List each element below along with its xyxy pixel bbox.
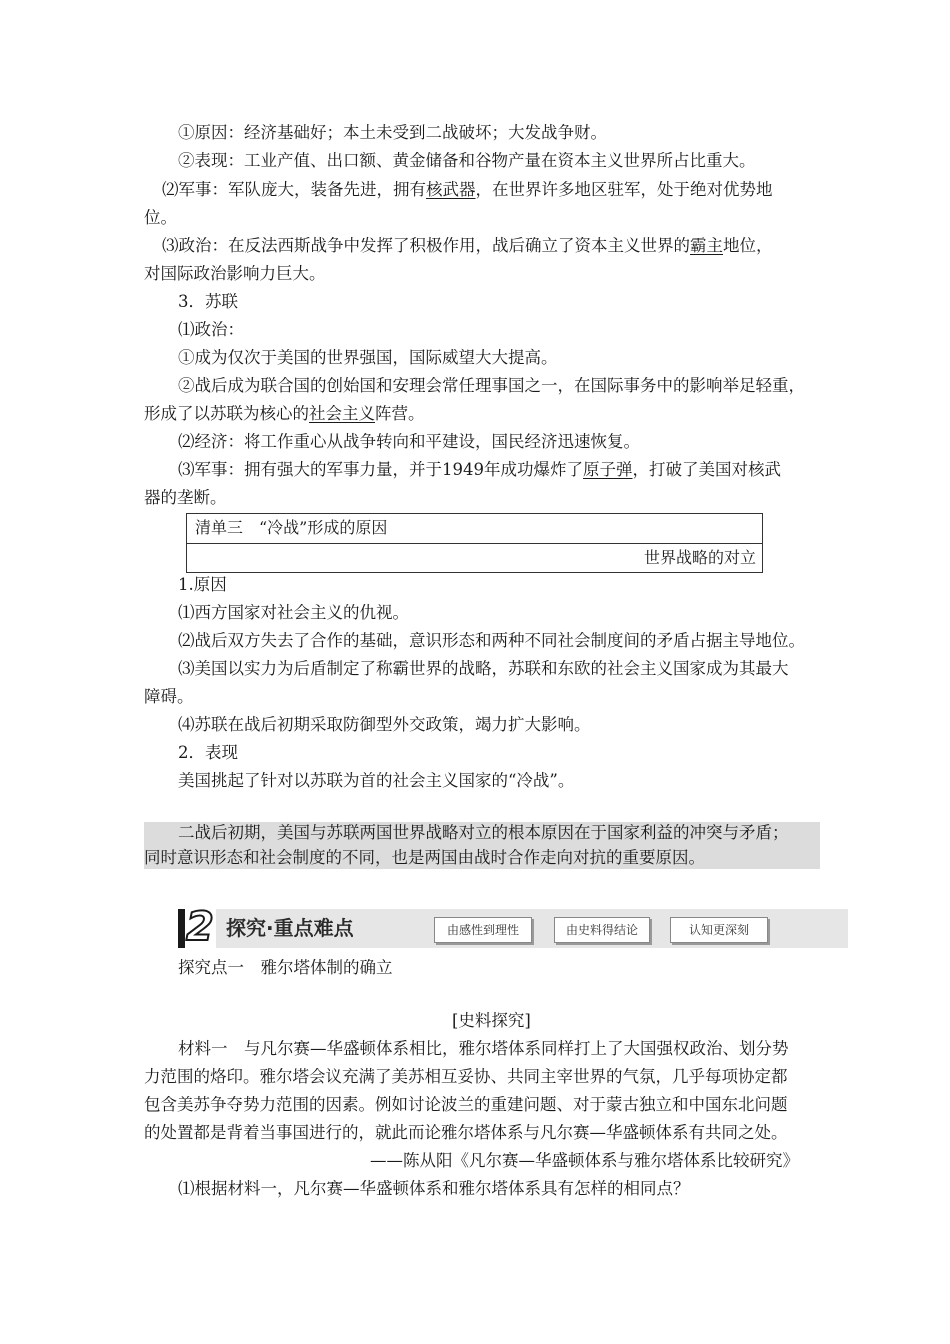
centered-label: [史料探究] xyxy=(452,1011,531,1030)
text-line: ②战后成为联合国的创始国和安理会常任理事国之一，在国际事务中的影响举足轻重， xyxy=(178,376,805,395)
text-line: 力范围的烙印。雅尔塔会议充满了美苏相互妥协、共同主宰世界的气氛，几乎每项协定都 xyxy=(144,1067,788,1086)
section-banner xyxy=(178,904,848,950)
checklist-title: 清单三 “冷战”形成的原因 xyxy=(195,518,388,537)
text-line: 包含美苏争夺势力范围的因素。例如讨论波兰的重建问题、对于蒙古独立和中国东北问题 xyxy=(144,1095,788,1114)
checklist-header xyxy=(187,514,762,544)
checklist-box xyxy=(186,513,763,573)
key-term: 霸主 xyxy=(690,236,723,255)
text-line: ⑶军事：拥有强大的军事力量，并于1949年成功爆炸了原子弹，打破了美国对核武 xyxy=(178,460,781,479)
text-line: ①原因：经济基础好；本土未受到二战破坏；大发战争财。 xyxy=(178,123,607,142)
text-line: ⑷苏联在战后初期采取防御型外交政策，竭力扩大影响。 xyxy=(178,715,591,734)
text-line: ⑴西方国家对社会主义的仇视。 xyxy=(178,603,409,622)
key-note-box xyxy=(144,822,820,869)
text-line: ⑵战后双方失去了合作的基础，意识形态和两种不同社会制度间的矛盾占据主导地位。 xyxy=(178,631,805,650)
text-line: 障碍。 xyxy=(144,687,194,706)
text-line: 的处置都是背着当事国进行的，就此而论雅尔塔体系与凡尔赛—华盛顿体系有共同之处。 xyxy=(144,1123,788,1142)
text-line: 美国挑起了针对以苏联为首的社会主义国家的“冷战”。 xyxy=(178,771,575,790)
source-citation: ——陈从阳《凡尔赛—华盛顿体系与雅尔塔体系比较研究》 xyxy=(370,1151,799,1170)
text-line: 位。 xyxy=(144,208,177,227)
key-term: 社会主义 xyxy=(309,404,375,423)
text-line: 形成了以苏联为核心的社会主义阵营。 xyxy=(144,404,425,423)
subsection-heading: 探究点一 雅尔塔体制的确立 xyxy=(178,958,393,977)
text-line: ⑵经济：将工作重心从战争转向和平建设，国民经济迅速恢复。 xyxy=(178,432,640,451)
banner-tag: 由史料得结论 xyxy=(554,917,650,943)
text-line: ②表现：工业产值、出口额、黄金储备和谷物产量在资本主义世界所占比重大。 xyxy=(178,151,756,170)
section-number: 2 xyxy=(186,904,214,950)
note-line: 同时意识形态和社会制度的不同，也是两国由战时合作走向对抗的重要原因。 xyxy=(144,848,705,867)
section-heading: 3．苏联 xyxy=(178,292,238,311)
banner-tag: 由感性到理性 xyxy=(434,917,532,943)
section-heading: 2．表现 xyxy=(178,743,238,762)
text-line: 材料一 与凡尔赛—华盛顿体系相比，雅尔塔体系同样打上了大国强权政治、划分势 xyxy=(178,1039,789,1058)
banner-tag: 认知更深刻 xyxy=(670,917,768,943)
text-line: ⑵军事：军队庞大，装备先进，拥有核武器，在世界许多地区驻军，处于绝对优势地 xyxy=(162,180,773,199)
question: ⑴根据材料一，凡尔赛—华盛顿体系和雅尔塔体系具有怎样的相同点？ xyxy=(178,1179,690,1198)
text-line: ⑶政治：在反法西斯战争中发挥了积极作用，战后确立了资本主义世界的霸主地位， xyxy=(162,236,773,255)
note-line: 二战后初期，美国与苏联两国世界战略对立的根本原因在于国家利益的冲突与矛盾； xyxy=(178,823,789,842)
text-line: ⑴政治： xyxy=(178,320,244,339)
text-line: 对国际政治影响力巨大。 xyxy=(144,264,326,283)
key-term: 核武器 xyxy=(426,180,476,199)
text-line: ⑶美国以实力为后盾制定了称霸世界的战略，苏联和东欧的社会主义国家成为其最大 xyxy=(178,659,789,678)
checklist-subtitle: 世界战略的对立 xyxy=(643,548,756,567)
key-term: 原子弹 xyxy=(583,460,633,479)
section-heading: 1.原因 xyxy=(178,575,227,594)
section-number-badge xyxy=(178,904,216,950)
text-line: ①成为仅次于美国的世界强国，国际威望大大提高。 xyxy=(178,348,558,367)
banner-title: 探究·重点难点 xyxy=(226,916,354,940)
text-line: 器的垄断。 xyxy=(144,488,227,507)
